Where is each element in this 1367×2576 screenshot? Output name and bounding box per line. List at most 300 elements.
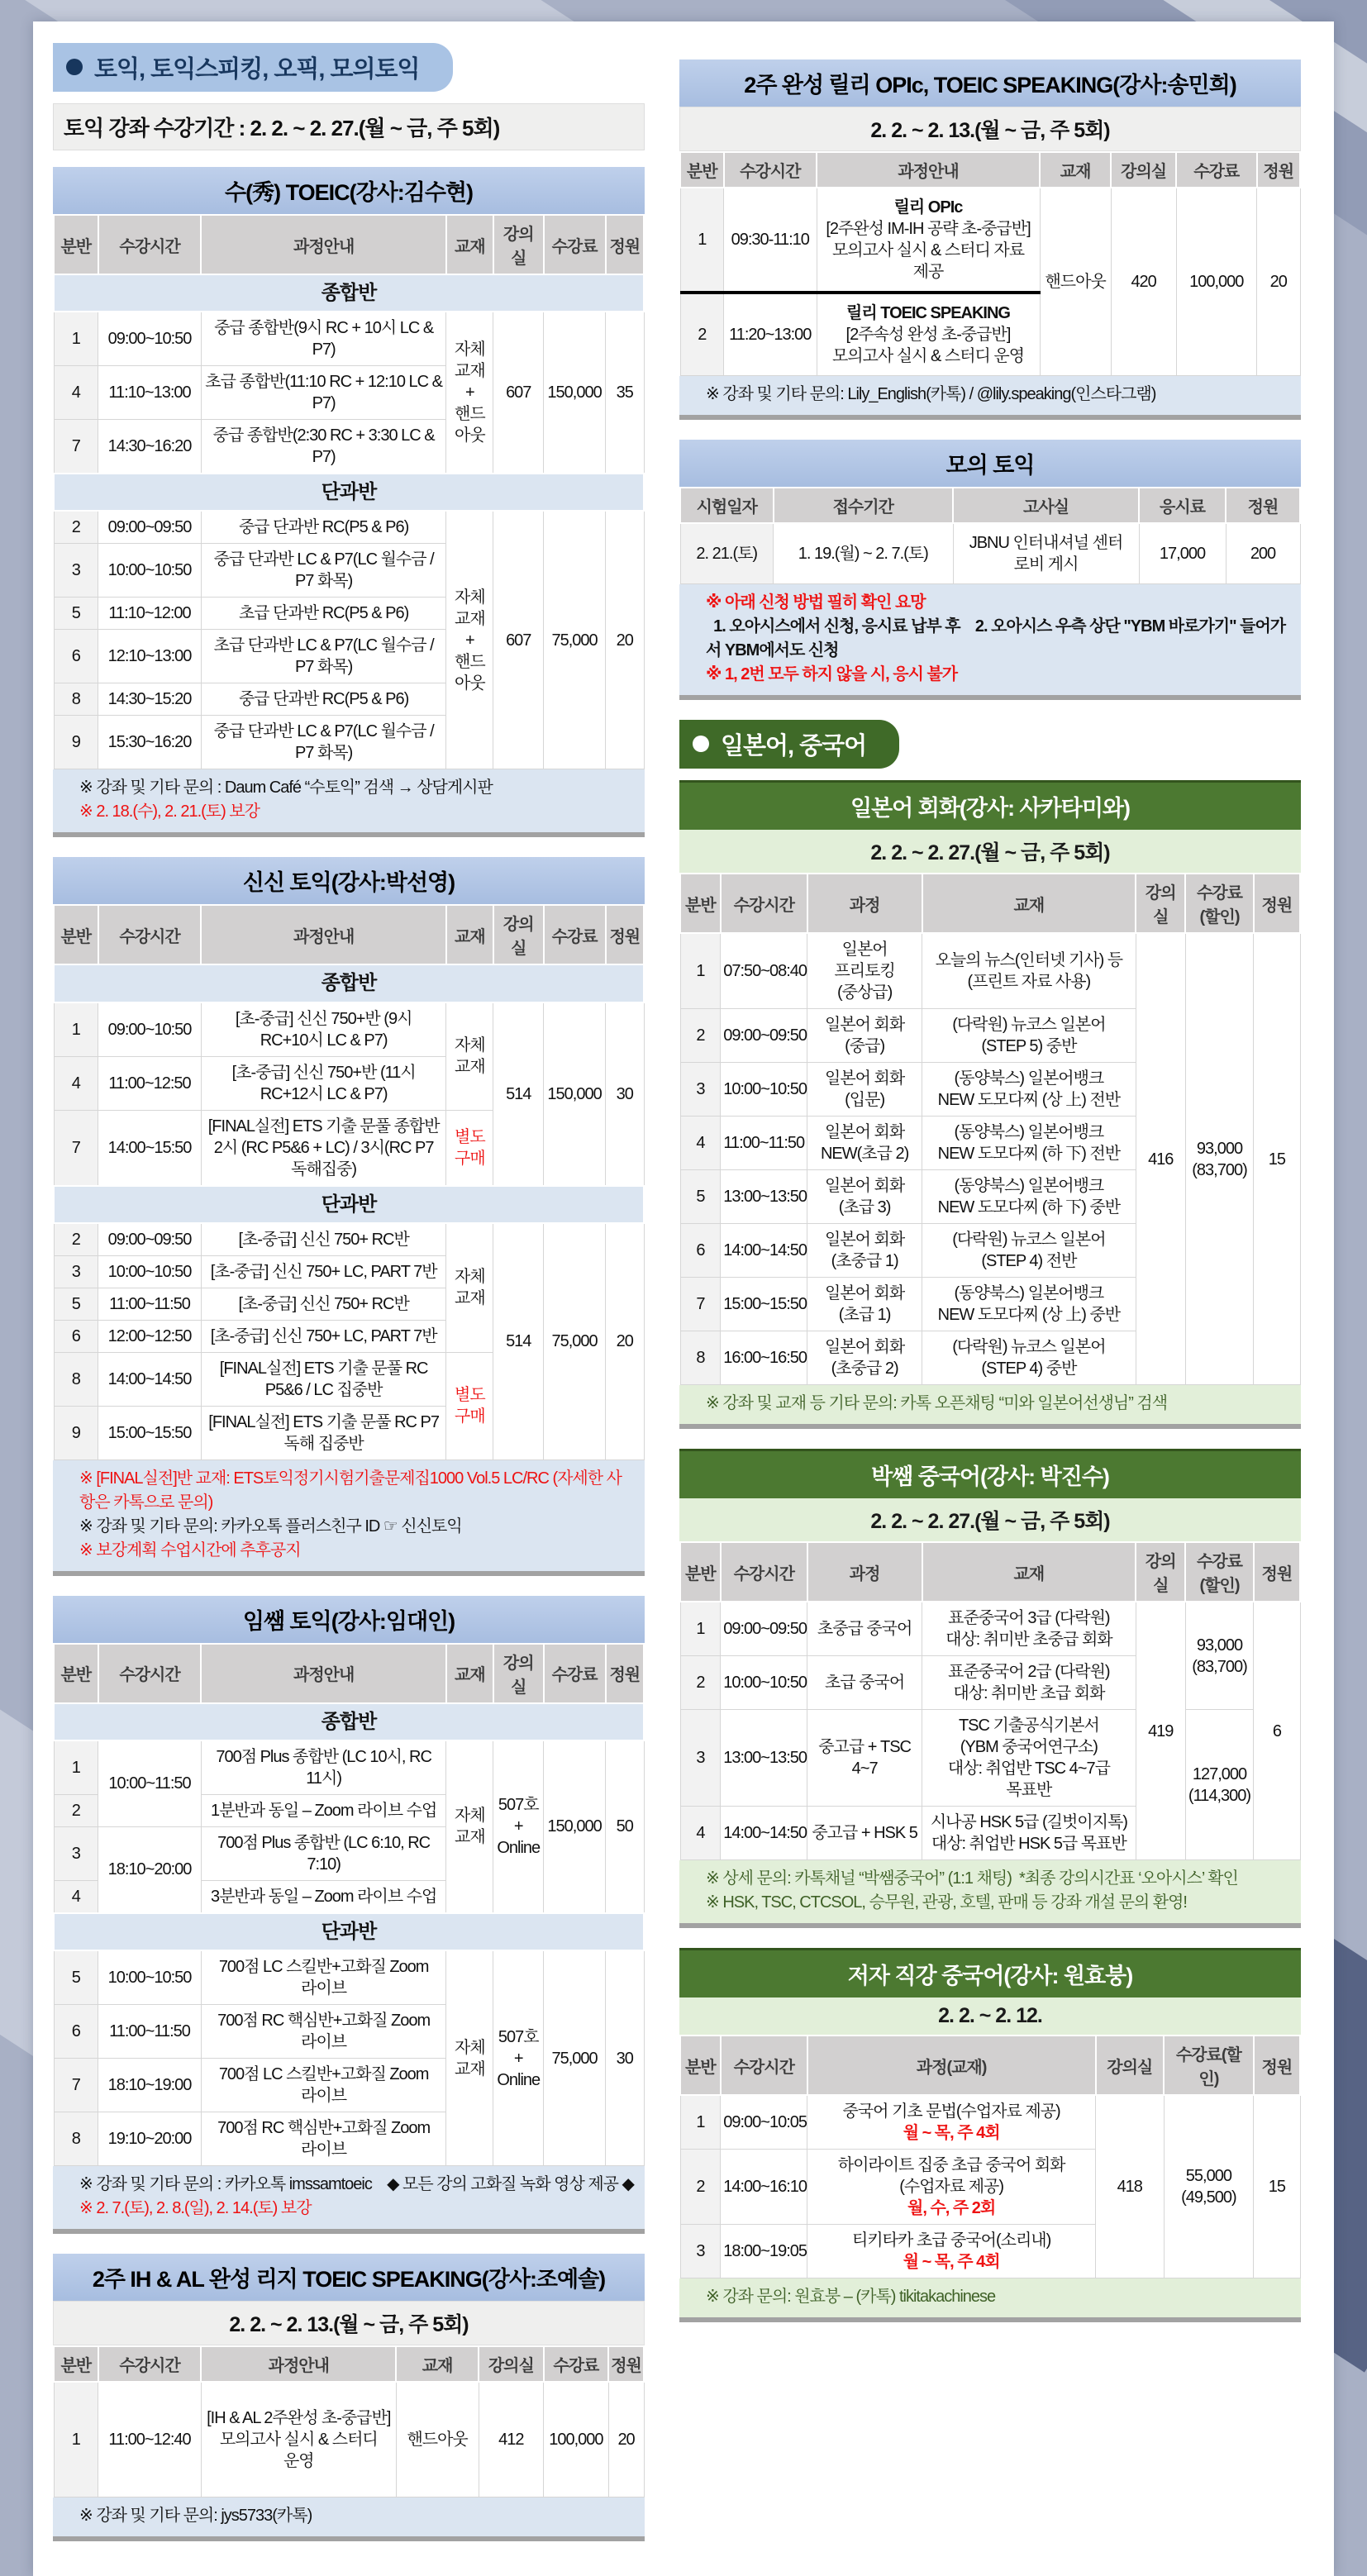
su-toeic [53,214,645,769]
won-notes [679,2278,1301,2317]
column-header: 강의실 [493,215,544,274]
schedule-table [679,2035,1301,2278]
table-header-row [680,1542,1300,1602]
table-header-row [54,1644,644,1703]
table-cell: 티키타카 초급 중국어(소리내) 월 ~ 목, 주 4회 [807,2225,1096,2278]
table-cell: 507호 + Online [493,1950,544,2166]
table-cell: 3 [680,2225,721,2278]
column-header: 정원 [606,215,644,274]
column-header: 분반 [680,152,724,188]
table-cell: 419 [1136,1602,1185,1860]
table-header-row [680,874,1300,933]
table-cell: 18:10~20:00 [98,1826,202,1913]
table-cell: 일본어 회화 (초급 1) [807,1278,922,1331]
column-header: 시험일자 [680,488,774,523]
table-header-row [54,215,644,274]
table-cell: 표준중국어 3급 (다락원) 대상: 취미반 초중급 회화 [922,1602,1136,1656]
table-cell: (다락원) 뉴코스 일본어 (STEP 4) 중반 [922,1331,1136,1385]
column-header: 교재 [1040,152,1111,188]
note-line: ※ 강좌 및 교재 등 기타 문의: 카톡 오픈채팅 “미와 일본어선생님” 검색 [706,1394,1168,1412]
table-cell: 자체 교재 [446,1740,493,1913]
table-row [680,523,1300,584]
table-cell: 14:00~16:10 [721,2150,807,2225]
column-header: 강의실 [493,1644,544,1703]
column-header: 수강료 [544,905,606,964]
mock-title: 모의 토익 [679,440,1301,487]
table-cell: 1 [54,1002,98,1057]
column-header: 수강시간 [98,1644,202,1703]
table-cell: 6 [54,630,98,683]
section-sinsin-toeic [53,857,645,1575]
column-header: 과정안내 [201,2346,396,2382]
table-cell: 3 [680,1063,721,1117]
table-cell: 초중급 중국어 [807,1602,922,1656]
table-cell: 09:00~09:50 [98,511,202,544]
table-subheader: 단과반 [54,474,644,511]
column-header: 분반 [54,215,98,274]
table-cell: 30 [606,1950,644,2166]
won-date: 2. 2. ~ 2. 12. [679,1997,1301,2035]
schedule-table [53,904,645,1459]
table-cell: 93,000 (83,700) [1185,1602,1254,1710]
table-cell: 5 [680,1170,721,1224]
table-cell: 12:00~12:50 [98,1320,202,1352]
table-cell: [초-중급] 신신 750+ LC, PART 7반 [201,1320,445,1352]
table-cell: (동양북스) 일본어뱅크 NEW 도모다찌 (하 下) 전반 [922,1117,1136,1170]
table-cell: 2 [680,1656,721,1710]
ridge-speaking [53,2345,645,2497]
note-line: ※ 강좌 및 기타 문의 : 카카오톡 imssamtoeic ◆ 모든 강의 고화질 녹화 영상 제공 ◆ [79,2175,634,2194]
table-cell: 75,000 [544,511,606,769]
table-cell: [초-중급] 신신 750+반 (11시 RC+12시 LC & P7) [201,1056,445,1110]
table-cell: 507호 + Online [493,1740,544,1913]
column-header: 수강시간 [98,215,202,274]
schedule-table [53,2345,645,2497]
table-cell: (동양북스) 일본어뱅크 NEW 도모다찌 (상 上) 중반 [922,1278,1136,1331]
toeic-period-bar: 토익 강좌 수강기간 : 2. 2. ~ 2. 27.(월 ~ 금, 주 5회) [53,103,645,150]
sinsin-notes [53,1460,645,1571]
table-cell: 1 [680,933,721,1009]
japanese-title: 일본어 회화(강사: 사카타미와) [679,780,1301,830]
table-cell: 14:00~14:50 [98,1352,202,1406]
table-cell: 700점 RC 핵심반+고화질 Zoom 라이브 [201,2112,445,2166]
table-cell: 10:00~10:50 [721,1063,807,1117]
table-subheader: 종합반 [54,1703,644,1740]
table-cell: 700점 RC 핵심반+고화질 Zoom 라이브 [201,2005,445,2059]
table-cell: 1. 19.(월) ~ 2. 7.(토) [774,523,954,584]
table-cell: [FINAL실전] ETS 기출 문풀 RC P7 독해 집중반 [201,1406,445,1459]
column-header: 과정안내 [201,905,445,964]
table-cell: (동양북스) 일본어뱅크 NEW 도모다찌 (상 上) 전반 [922,1063,1136,1117]
table-cell: 20 [608,2382,644,2497]
table-cell: 8 [54,683,98,716]
table-cell: (다락원) 뉴코스 일본어 (STEP 4) 전반 [922,1224,1136,1278]
table-cell: 초급 중국어 [807,1656,922,1710]
table-cell: 중급 단과반 RC(P5 & P6) [201,511,445,544]
column-header: 수강시간 [721,874,807,933]
table-cell: 중급 단과반 LC & P7(LC 월수금 / P7 화목) [201,716,445,769]
park-title: 박쌤 중국어(강사: 박진수) [679,1449,1301,1498]
table-cell: 7 [680,1278,721,1331]
table-cell: 11:20~13:00 [724,293,817,376]
table-row [54,474,644,511]
table-cell: 10:00~10:50 [98,544,202,598]
column-header: 교재 [396,2346,479,2382]
table-cell: 514 [493,1002,544,1186]
table-cell: 중급 단과반 RC(P5 & P6) [201,683,445,716]
table-cell: 2 [680,1009,721,1063]
table-cell: 6 [54,2005,98,2059]
column-header: 분반 [54,2346,98,2382]
schedule-table [53,1643,645,2166]
table-cell: 2 [680,293,724,376]
table-row [680,2095,1300,2150]
note-line: ※ 보강계획 수업시간에 추후공지 [79,1540,301,1559]
column-header: 정원 [1254,874,1300,933]
note-line: ※ 상세 문의: 카톡채널 “박쌤중국어” (1:1 채팅) *최종 강의시간표 ‘오아시스’ 확인 [706,1869,1238,1888]
table-row [54,511,644,544]
table-cell: 4 [680,1117,721,1170]
table-cell: 10:00~10:50 [721,1656,807,1710]
mock-toeic [679,487,1301,584]
table-cell: 18:00~19:05 [721,2225,807,2278]
table-cell: 17,000 [1139,523,1226,584]
won-chinese [679,2035,1301,2278]
table-cell: 7 [54,2059,98,2112]
su-toeic-notes [53,769,645,832]
note-line: ※ HSK, TSC, CTCSOL, 승무원, 관광, 호텔, 판매 등 강좌 개설 문의 환영! [706,1893,1187,1912]
section-pill-label: 일본어, 중국어 [721,733,867,759]
column-header: 수강료(할인) [1164,2036,1254,2095]
table-row [54,2382,644,2497]
table-cell: 150,000 [544,1740,606,1913]
table-header-row [54,2346,644,2382]
table-row [54,274,644,312]
sinsin-toeic [53,904,645,1459]
table-cell: 1 [54,1740,98,1795]
table-cell: 6 [1254,1602,1300,1860]
table-cell: 14:00~14:50 [721,1224,807,1278]
table-cell: 19:10~20:00 [98,2112,202,2166]
table-cell: 초급 단과반 RC(P5 & P6) [201,598,445,630]
table-cell: 10:00~11:50 [98,1740,202,1827]
left-column [53,43,645,2561]
table-cell: 11:00~11:50 [98,2005,202,2059]
table-cell: 07:50~08:40 [721,933,807,1009]
table-cell: 127,000 (114,300) [1185,1710,1254,1860]
table-cell: 초급 종합반(11:10 RC + 12:10 LC & P7) [201,366,445,420]
table-cell: 16:00~16:50 [721,1331,807,1385]
table-cell: 11:00~11:50 [98,1288,202,1320]
column-header: 수강시간 [98,2346,202,2382]
table-header-row [680,152,1300,188]
table-cell: 14:30~15:20 [98,683,202,716]
table-cell: 2 [54,1794,98,1826]
table-cell: (동양북스) 일본어뱅크 NEW 도모다찌 (하 下) 중반 [922,1170,1136,1224]
section-won-chinese [679,1948,1301,2322]
note-line: ※ 강좌 및 기타 문의: Lily_English(카톡) / @lily.speaking(인스타그램) [706,385,1156,403]
note-line: 1. 오아시스에서 신청, 응시료 납부 후 2. 오아시스 우측 상단 "YBM 바로가기" 들어가서 YBM에서도 신청 [706,617,1286,659]
park-date: 2. 2. ~ 2. 27.(월 ~ 금, 주 5회) [679,1498,1301,1541]
mock-notes [679,584,1301,695]
table-cell: 하이라이트 집중 초급 중국어 회화(수업자료 제공) 월, 수, 주 2회 [807,2150,1096,2225]
table-cell: 중급 단과반 LC & P7(LC 월수금 / P7 화목) [201,544,445,598]
table-row [54,1913,644,1950]
table-cell: 607 [493,511,544,769]
bullet-icon [66,59,83,75]
table-cell: 11:00~12:40 [98,2382,202,2497]
column-header: 교재 [446,1644,493,1703]
note-line: ※ 강좌 문의: 원효붕 – (카톡) tikitakachinese [706,2288,996,2306]
table-subheader: 단과반 [54,1186,644,1223]
table-cell: 자체 교재 [446,1223,493,1353]
table-cell: 5 [54,1288,98,1320]
table-cell: 1 [680,2095,721,2150]
table-cell: 20 [606,1223,644,1460]
table-cell: 11:00~11:50 [721,1117,807,1170]
table-cell: 09:00~09:50 [98,1223,202,1256]
table-cell: 9 [54,716,98,769]
table-row [680,1710,1300,1807]
park-chinese [679,1541,1301,1860]
table-cell: 700점 Plus 종합반 (LC 6:10, RC 7:10) [201,1826,445,1880]
section-su-toeic [53,167,645,837]
table-cell: 75,000 [544,1950,606,2166]
table-cell: 1 [680,1602,721,1656]
table-cell: 릴리 TOEIC SPEAKING [2주속성 완성 초-중급반] 모의고사 실시 & 스터디 운영 [817,293,1040,376]
column-header: 강의실 [479,2346,544,2382]
table-cell: [초-중급] 신신 750+ RC반 [201,1288,445,1320]
table-cell: 14:30~16:20 [98,420,202,474]
column-header: 고사실 [953,488,1139,523]
table-cell: 8 [54,1352,98,1406]
table-row [54,1186,644,1223]
table-cell: 09:00~10:50 [98,1002,202,1057]
table-cell: 7 [54,420,98,474]
table-cell: 중고급 + TSC 4~7 [807,1710,922,1807]
column-header: 수강료 [544,1644,606,1703]
table-cell: 607 [493,312,544,474]
table-row [54,964,644,1002]
table-cell: [IH & AL 2주완성 초-중급반] 모의고사 실시 & 스터디 운영 [201,2382,396,2497]
table-cell: 1 [54,2382,98,2497]
column-header: 강의실 [1136,874,1185,933]
column-header: 강의실 [493,905,544,964]
column-header: 수강료(할인) [1185,874,1254,933]
table-cell: 릴리 OPIc [2주완성 IM-IH 공략 초-중급반] 모의고사 실시 & 스터디 자료 제공 [817,188,1040,293]
table-cell: [FINAL실전] ETS 기출 문풀 종합반 2시 (RC P5&6 + LC) / 3시(RC P7 독해집중) [201,1110,445,1186]
lily-opic-speaking [679,151,1301,376]
table-cell: 표준중국어 2급 (다락원) 대상: 취미반 초급 회화 [922,1656,1136,1710]
table-cell: 14:00~15:50 [98,1110,202,1186]
table-cell: 2 [680,2150,721,2225]
table-cell: 일본어 프리토킹 (중상급) [807,933,922,1009]
section-ridge-speaking [53,2254,645,2541]
section-park-chinese [679,1449,1301,1928]
table-cell: 9 [54,1406,98,1459]
table-cell: 5 [54,598,98,630]
table-row [54,1740,644,1795]
column-header: 과정 [807,1542,922,1602]
park-notes [679,1860,1301,1923]
column-header: 분반 [680,2036,721,2095]
imssam-title: 임쌤 토익(강사:임대인) [53,1596,645,1643]
table-cell: 6 [680,1224,721,1278]
table-cell: 50 [606,1740,644,1913]
table-cell: 12:10~13:00 [98,630,202,683]
table-cell: 7 [54,1110,98,1186]
table-cell: 15:30~16:20 [98,716,202,769]
table-cell: 09:30-11:10 [724,188,817,293]
column-header: 교재 [446,215,493,274]
table-cell: 오늘의 뉴스(인터넷 기사) 등 (프린트 자료 사용) [922,933,1136,1009]
table-cell: 11:00~12:50 [98,1056,202,1110]
table-cell: 418 [1096,2095,1165,2278]
table-cell: [초-중급] 신신 750+반 (9시 RC+10시 LC & P7) [201,1002,445,1057]
table-cell: 100,000 [1176,188,1257,376]
table-cell: 핸드아웃 [396,2382,479,2497]
table-cell: 2 [54,511,98,544]
japanese-date: 2. 2. ~ 2. 27.(월 ~ 금, 주 5회) [679,830,1301,873]
table-cell: 자체 교재 [446,1002,493,1111]
section-imssam-toeic [53,1596,645,2234]
table-cell: 420 [1111,188,1176,376]
section-japanese [679,780,1301,1429]
column-header: 분반 [680,1542,721,1602]
table-cell: 6 [54,1320,98,1352]
table-cell: [FINAL실전] ETS 기출 문풀 RC P5&6 / LC 집중반 [201,1352,445,1406]
table-cell: 100,000 [544,2382,609,2497]
table-cell: 10:00~10:50 [98,1950,202,2005]
table-cell: 150,000 [544,1002,606,1186]
table-subheader: 종합반 [54,274,644,312]
table-cell: 별도 구매 [446,1352,493,1459]
table-cell: 55,000 (49,500) [1164,2095,1254,2278]
column-header: 교재 [922,1542,1136,1602]
column-header: 정원 [608,2346,644,2382]
bullet-icon [693,736,709,752]
table-cell: 4 [54,1880,98,1913]
table-cell: 09:00~09:50 [721,1602,807,1656]
table-cell: 1 [54,312,98,366]
table-cell: 일본어 회화 (초급 3) [807,1170,922,1224]
column-header: 과정안내 [817,152,1040,188]
table-cell: (다락원) 뉴코스 일본어 (STEP 5) 중반 [922,1009,1136,1063]
table-cell: 4 [54,1056,98,1110]
table-cell: 핸드아웃 [1040,188,1111,376]
table-cell: 11:10~13:00 [98,366,202,420]
table-header-row [54,905,644,964]
column-header: 응시료 [1139,488,1226,523]
table-cell: 3 [54,544,98,598]
section-pill-jp-cn [679,720,1301,769]
column-header: 정원 [1226,488,1300,523]
table-cell: 18:10~19:00 [98,2059,202,2112]
table-subheader: 단과반 [54,1913,644,1950]
table-cell: 자체 교재 [446,1950,493,2166]
table-cell: 1분반과 동일 – Zoom 라이브 수업 [201,1794,445,1826]
note-line: ※ 2. 18.(수), 2. 21.(토) 보강 [79,802,260,821]
schedule-table [679,151,1301,376]
table-row [680,1602,1300,1656]
schedule-table [679,487,1301,584]
imssam-notes [53,2166,645,2229]
section-pill-toeic [53,43,645,92]
table-cell: 8 [54,2112,98,2166]
table-cell: 11:10~12:00 [98,598,202,630]
table-row [54,312,644,366]
table-cell: 초급 단과반 LC & P7(LC 월수금 / P7 화목) [201,630,445,683]
table-header-row [680,2036,1300,2095]
column-header: 수강료(할인) [1185,1542,1254,1602]
note-line: ※ [FINAL실전]반 교재: ETS토익정기시험기출문제집1000 Vol.5 LC/RC (자세한 사항은 카톡으로 문의) [79,1469,622,1512]
table-cell: 200 [1226,523,1300,584]
table-cell: 514 [493,1223,544,1460]
note-line: ※ 2. 7.(토), 2. 8.(일), 2. 14.(토) 보강 [79,2199,312,2218]
table-cell: 30 [606,1002,644,1186]
column-header: 강의실 [1096,2036,1165,2095]
column-header: 강의실 [1111,152,1176,188]
column-header: 수강시간 [724,152,817,188]
table-cell: 93,000 (83,700) [1185,933,1254,1385]
schedule-table [679,873,1301,1385]
table-cell: 8 [680,1331,721,1385]
won-title: 저자 직강 중국어(강사: 원효붕) [679,1948,1301,1997]
table-cell: 3 [54,1826,98,1880]
column-header: 교재 [922,874,1136,933]
table-cell: TSC 기출공식기본서 (YBM 중국어연구소) 대상: 취업반 TSC 4~7급 목표반 [922,1710,1136,1807]
table-cell: 412 [479,2382,544,2497]
column-header: 분반 [54,1644,98,1703]
table-row [54,1950,644,2005]
table-cell: 700점 Plus 종합반 (LC 10시, RC 11시) [201,1740,445,1795]
table-cell: 15:00~15:50 [721,1278,807,1331]
table-cell: 20 [606,511,644,769]
lily-title: 2주 완성 릴리 OPIc, TOEIC SPEAKING(강사:송민희) [679,60,1301,107]
table-cell: 09:00~09:50 [721,1009,807,1063]
note-line: ※ 강좌 및 기타 문의: jys5733(카톡) [79,2507,312,2526]
table-subheader: 종합반 [54,964,644,1002]
sinsin-title: 신신 토익(강사:박선영) [53,857,645,904]
table-cell: 자체 교재 + 핸드 아웃 [446,511,493,769]
table-cell: 35 [606,312,644,474]
table-cell: 09:00~10:05 [721,2095,807,2150]
table-cell: 시나공 HSK 5급 (길벗이지톡) 대상: 취업반 HSK 5급 목표반 [922,1807,1136,1860]
column-header: 정원 [1254,1542,1300,1602]
lily-date: 2. 2. ~ 2. 13.(월 ~ 금, 주 5회) [679,107,1301,151]
table-cell: 5 [54,1950,98,2005]
table-cell: 13:00~13:50 [721,1710,807,1807]
flyer-card [33,21,1334,2576]
note-line: ※ 강좌 및 기타 문의 : Daum Café “수토익” 검색 → 상담게시판 [79,779,493,798]
japanese-conversation [679,873,1301,1385]
right-column [679,43,1301,2561]
table-cell: 150,000 [544,312,606,474]
table-cell: [초-중급] 신신 750+ RC반 [201,1223,445,1256]
table-cell: [초-중급] 신신 750+ LC, PART 7반 [201,1255,445,1288]
column-header: 교재 [446,905,493,964]
column-header: 분반 [680,874,721,933]
table-cell: 일본어 회화 (초중급 1) [807,1224,922,1278]
table-cell: 중급 종합반(2:30 RC + 3:30 LC & P7) [201,420,445,474]
column-header: 접수기간 [774,488,954,523]
column-header: 정원 [606,1644,644,1703]
column-header: 정원 [606,905,644,964]
table-cell: 4 [54,366,98,420]
table-cell: 13:00~13:50 [721,1170,807,1224]
table-header-row [680,488,1300,523]
table-cell: 4 [680,1807,721,1860]
